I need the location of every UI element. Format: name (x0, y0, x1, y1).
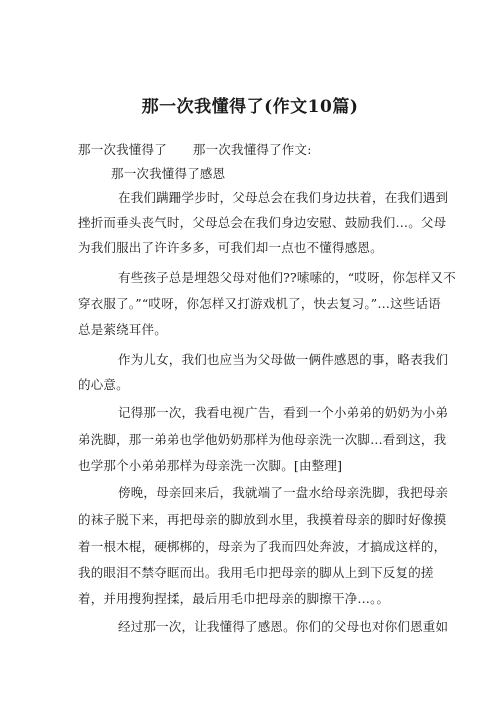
paragraph-line: 也学那个小弟弟那样为母亲洗一次脚。[由整理] (78, 458, 343, 473)
paragraph-line: 着，并用搜狗捏揉，最后用毛巾把母亲的脚擦干净…。。 (78, 591, 390, 606)
paragraph-line: 有些孩子总是埋怨父母对他们??嗦嗦的，“哎呀，你怎样又不 (118, 270, 456, 285)
paragraph-line: 傍晚，母亲回来后，我就端了一盘水给母亲洗脚，我把母亲 (118, 485, 449, 500)
document-title: 那一次我懂得了(作文10篇) (141, 97, 359, 117)
heading-part-2: 那一次我懂得了作文: (192, 142, 312, 157)
heading-row (78, 140, 312, 158)
paragraph-line: 的心意。 (78, 377, 129, 392)
paragraph-line: 着一根木棍，硬梆梆的，母亲为了我而四处奔波，才搞成这样的， (78, 539, 447, 554)
paragraph-line: 我的眼泪不禁夺眶而出。我用毛巾把母亲的脚从上到下反复的搓 (78, 565, 434, 580)
paragraph-line: 挫折而垂头丧气时，父母总会在我们身边安慰、鼓励我们…。父母 (78, 215, 447, 230)
paragraph-line: 弟洗脚，那一弟弟也学他奶奶那样为他母亲洗一次脚…看到这，我 (78, 432, 447, 447)
subheading: 那一次我懂得了感恩 (111, 166, 226, 181)
heading-part-1: 那一次我懂得了 (78, 142, 167, 157)
paragraph-line: 作为儿女，我们也应当为父母做一俩件感恩的事，略表我们 (118, 352, 449, 367)
paragraph-line: 经过那一次，让我懂得了感恩。你们的父母也对你们恩重如 (118, 619, 449, 634)
paragraph-line: 为我们服出了许许多多，可我们却一点也不懂得感恩。 (78, 240, 383, 255)
paragraph-line: 的袜子脱下来，再把母亲的脚放到水里，我摸着母亲的脚时好像摸 (78, 512, 447, 527)
paragraph-line: 总是萦绕耳伴。 (78, 322, 167, 337)
paragraph-line: 穿衣服了。”“哎呀，你怎样又打游戏机了，快去复习。”…这些话语 (78, 296, 441, 311)
paragraph-line: 记得那一次，我看电视广告，看到一个小弟弟的奶奶为小弟 (118, 405, 449, 420)
paragraph-line: 在我们蹒跚学步时，父母总会在我们身边扶着，在我们遇到 (118, 190, 449, 205)
